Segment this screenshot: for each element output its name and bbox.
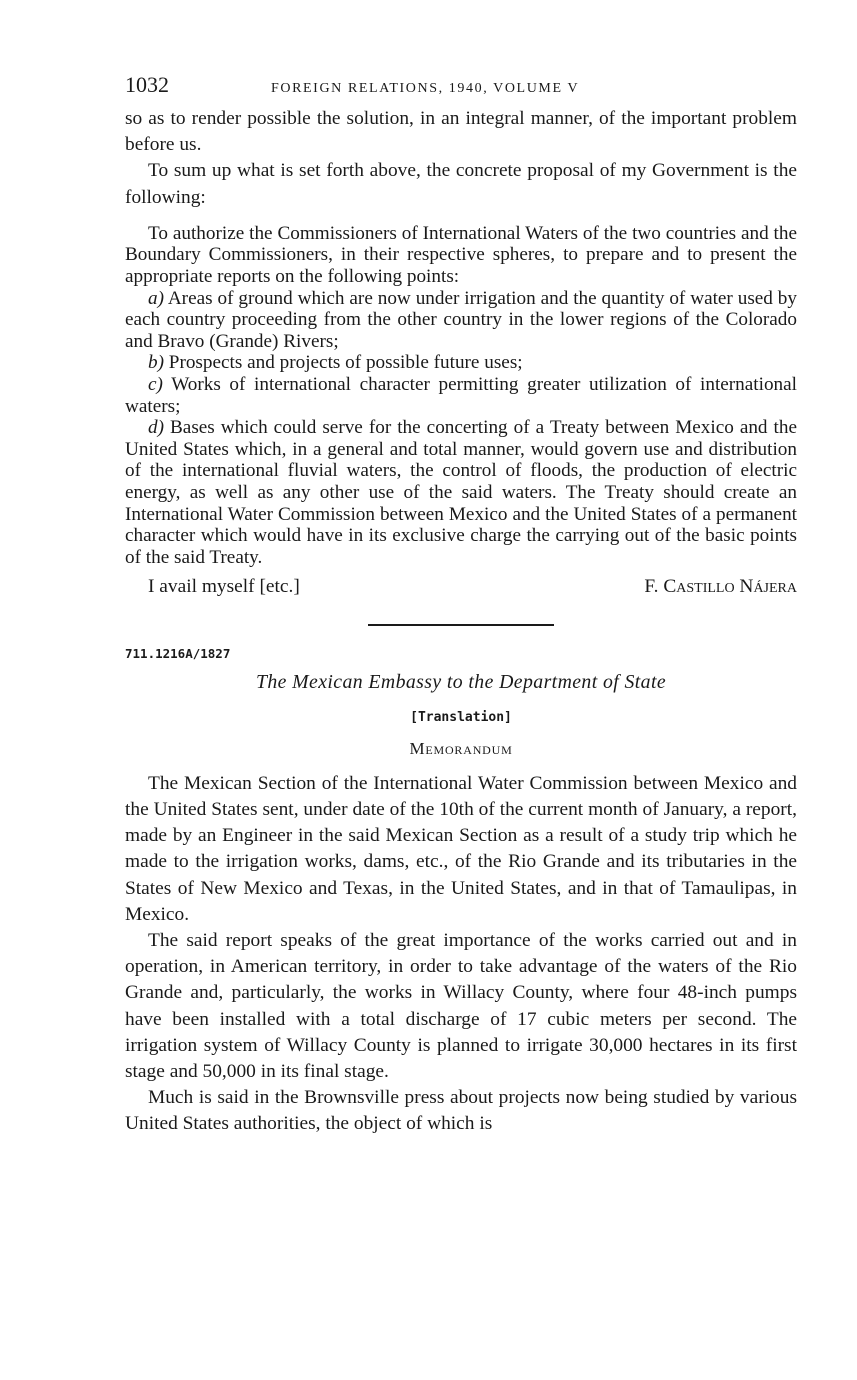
page-header — [125, 72, 797, 106]
proposal-item — [125, 374, 797, 417]
proposal-item-label: c) — [148, 373, 163, 395]
section-divider — [368, 624, 554, 626]
proposal-item — [125, 417, 797, 568]
proposal-item-text: Bases which could serve for the concerting of a Treaty between Mexico and the United States which, in a general and total manner, would govern use and distribution of the international fluvial waters, the control of floods, the production of electric energy, as well as any other use of the said waters. The Treaty should create an International Water Commission between Mexico and the United States of a permanent character which would have in its exclusive charge the carrying out of the basic points of the said Treaty. — [125, 417, 797, 568]
closing-formula: I avail myself [etc.] — [148, 576, 300, 598]
document-kind: Memorandum — [409, 738, 513, 758]
memo-paragraph: Much is said in the Brownsville press about projects now being studied by various United States authorities, the object of which is — [125, 1087, 797, 1135]
proposal-item — [125, 352, 797, 374]
proposal-item-label: a) — [148, 287, 164, 309]
proposal-intro: To authorize the Commissioners of International Waters of the two countries and the Boundary Commissioners, in their respective spheres, to prepare and to present the appropriate reports on the following points: — [125, 222, 797, 287]
letter-continuation: so as to render possible the solution, in an integral manner, of the important problem before us. — [125, 108, 797, 156]
running-head: FOREIGN RELATIONS, 1940, VOLUME V — [271, 81, 580, 96]
signature: F. Castillo Nájera — [644, 576, 797, 598]
proposal-item-label: b) — [148, 352, 164, 374]
page-number: 1032 — [125, 72, 169, 97]
document-title: The Mexican Embassy to the Department of State — [255, 670, 667, 693]
memorandum-body — [125, 771, 797, 1138]
memo-paragraph: The said report speaks of the great importance of the works carried out and in operation, in American territory, in order to take advantage of the waters of the Rio Grande and, particularly, the works in Willacy County, where four 48-inch pumps have been installed with a total discharge of 17 cubic meters per second. The irrigation system of Willacy County is planned to irrigate 30,000 hectares in its first stage and 50,000 in its final stage. — [125, 930, 797, 1083]
proposal-item-label: d) — [148, 417, 164, 439]
translation-note: [Translation] — [410, 709, 512, 725]
letter-signoff — [125, 574, 797, 600]
memo-paragraph: The Mexican Section of the International Water Commission between Mexico and the United States sent, under date of the 10th of the current month of January, a report, made by an Engineer in the said Mexican Section as a result of a study trip which he made to the irrigation works, dams, etc., of the Rio Grande and its tributaries in the States of New Mexico and Texas, in the United States, and in that of Tamaulipas, in Mexico. — [125, 772, 797, 925]
proposal-item — [125, 288, 797, 353]
proposal-item-text: Works of international character permitting greater utilization of international waters; — [125, 373, 797, 417]
page — [125, 72, 797, 1138]
proposal-item-text: Prospects and projects of possible future uses; — [168, 352, 523, 374]
file-number: 711.1216A/1827 — [125, 645, 231, 661]
letter-summary: To sum up what is set forth above, the concrete proposal of my Government is the following: — [125, 160, 797, 208]
proposal-block — [125, 223, 797, 569]
proposal-item-text: Areas of ground which are now under irrigation and the quantity of water used by each country proceeding from the other country in the lower regions of the Colorado and Bravo (Grande) Rivers; — [125, 287, 797, 352]
